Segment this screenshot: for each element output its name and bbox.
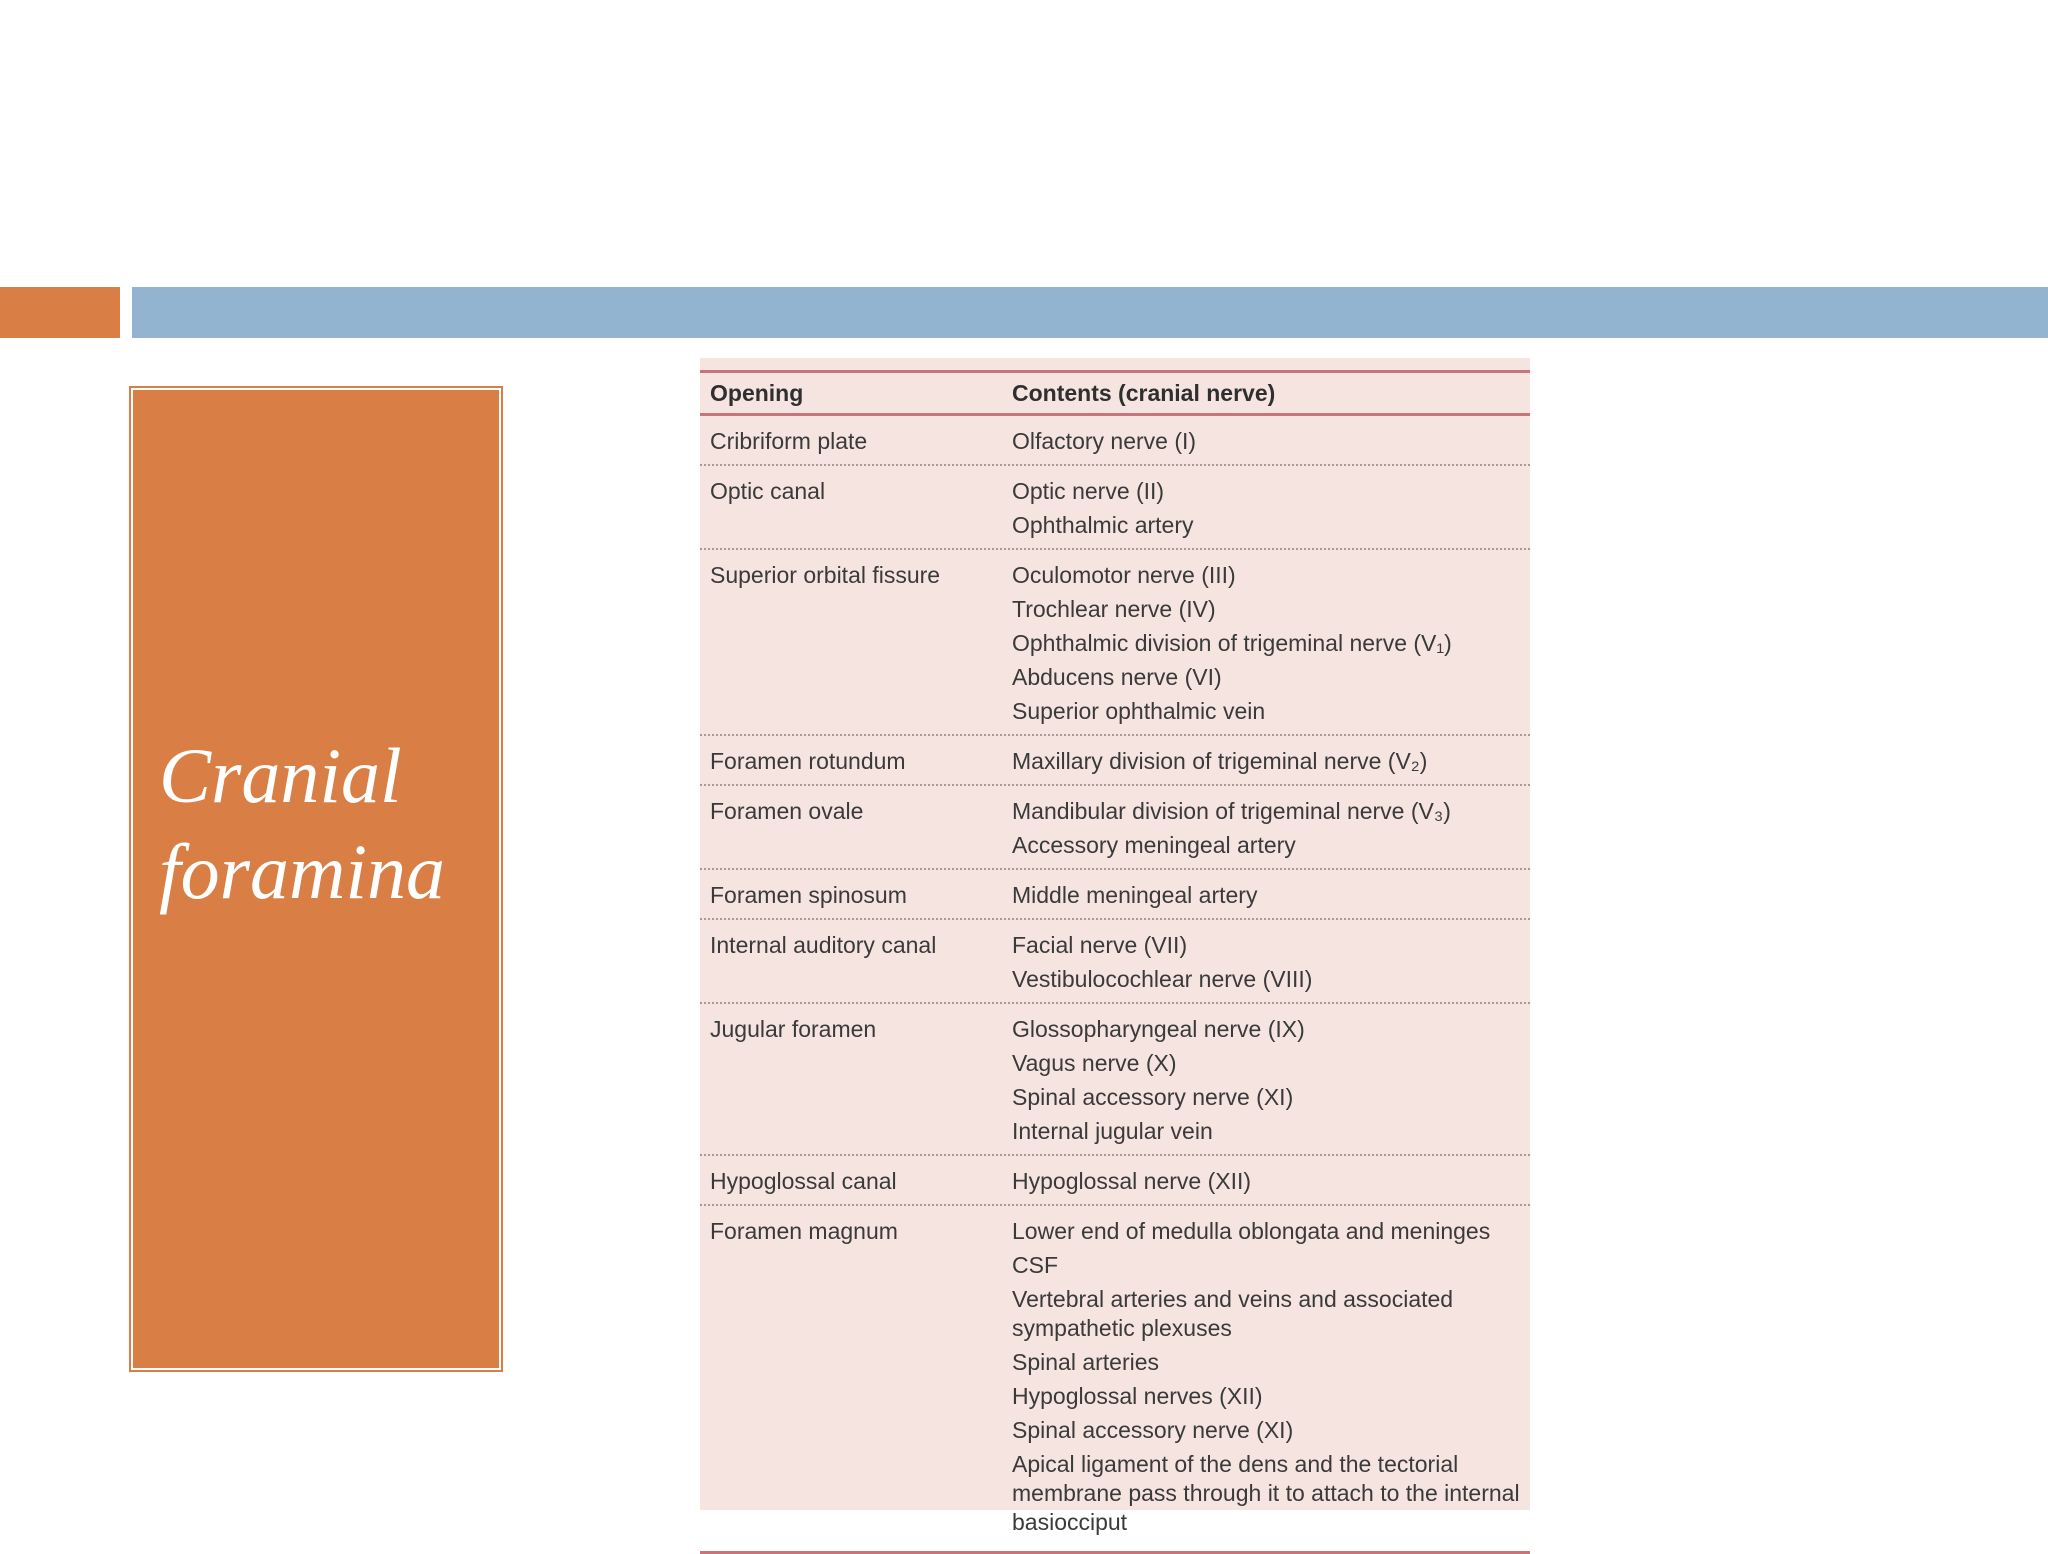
content-item: Ophthalmic division of trigeminal nerve (V₁) — [1012, 630, 1452, 656]
title-panel — [131, 388, 501, 1370]
contents-cell — [1012, 474, 1520, 542]
content-item: Ophthalmic artery — [1012, 512, 1194, 538]
header-opening: Opening — [710, 379, 804, 406]
opening-cell: Hypoglossal canal — [710, 1168, 897, 1194]
content-item: Abducens nerve (VI) — [1012, 664, 1222, 690]
table-row — [700, 736, 1530, 786]
opening-cell: Foramen ovale — [710, 798, 864, 824]
contents-cell — [1012, 878, 1520, 912]
content-item: Hypoglossal nerves (XII) — [1012, 1383, 1263, 1409]
table-row — [700, 786, 1530, 870]
table-body — [700, 416, 1530, 1545]
content-item: Olfactory nerve (I) — [1012, 428, 1197, 454]
contents-cell — [1012, 558, 1520, 728]
content-item: Vagus nerve (X) — [1012, 1050, 1177, 1076]
contents-cell — [1012, 1214, 1520, 1539]
content-item: Spinal accessory nerve (XI) — [1012, 1417, 1294, 1443]
table-row — [700, 466, 1530, 550]
content-item: Facial nerve (VII) — [1012, 932, 1188, 958]
table-row — [700, 416, 1530, 466]
content-item: Spinal arteries — [1012, 1349, 1160, 1375]
foramina-table — [700, 358, 1530, 1535]
contents-cell — [1012, 744, 1520, 778]
opening-cell: Optic canal — [710, 478, 826, 504]
content-item: CSF — [1012, 1252, 1058, 1278]
table-row — [700, 920, 1530, 1004]
content-item: Optic nerve (II) — [1012, 478, 1165, 504]
content-item: Vertebral arteries and veins and associated sympathetic plexuses — [1012, 1286, 1454, 1341]
table-row — [700, 550, 1530, 736]
opening-cell: Foramen rotundum — [710, 748, 906, 774]
header-contents: Contents (cranial nerve) — [1012, 379, 1276, 406]
opening-cell: Jugular foramen — [710, 1016, 877, 1042]
content-item: Glossopharyngeal nerve (IX) — [1012, 1016, 1305, 1042]
opening-cell: Foramen spinosum — [710, 882, 907, 908]
content-item: Internal jugular vein — [1012, 1118, 1213, 1144]
slide-title-line-1: Cranial — [159, 732, 402, 819]
content-item: Trochlear nerve (IV) — [1012, 596, 1216, 622]
table-row — [700, 1206, 1530, 1545]
table-row — [700, 870, 1530, 920]
contents-cell — [1012, 1164, 1520, 1198]
contents-cell — [1012, 794, 1520, 862]
opening-cell: Internal auditory canal — [710, 932, 937, 958]
opening-cell: Superior orbital fissure — [710, 562, 941, 588]
content-item: Vestibulocochlear nerve (VIII) — [1012, 966, 1313, 992]
content-item: Accessory meningeal artery — [1012, 832, 1296, 858]
content-item: Hypoglossal nerve (XII) — [1012, 1168, 1252, 1194]
contents-cell — [1012, 1012, 1520, 1148]
table-row — [700, 1156, 1530, 1206]
accent-bar-orange — [0, 287, 120, 338]
opening-cell: Cribriform plate — [710, 428, 868, 454]
contents-cell — [1012, 928, 1520, 996]
contents-cell — [1012, 424, 1520, 458]
content-item: Apical ligament of the dens and the tectorial membrane pass through it to attach to the internal basiocciput — [1012, 1451, 1520, 1535]
accent-bar-blue — [132, 287, 2048, 338]
table-row — [700, 1004, 1530, 1156]
content-item: Maxillary division of trigeminal nerve (V₂) — [1012, 748, 1428, 774]
content-item: Oculomotor nerve (III) — [1012, 562, 1236, 588]
content-item: Spinal accessory nerve (XI) — [1012, 1084, 1294, 1110]
content-item: Superior ophthalmic vein — [1012, 698, 1266, 724]
slide-title — [159, 728, 445, 920]
table-header-row — [700, 373, 1530, 416]
content-item: Middle meningeal artery — [1012, 882, 1258, 908]
content-item: Mandibular division of trigeminal nerve (V₃) — [1012, 798, 1451, 824]
content-item: Lower end of medulla oblongata and meninges — [1012, 1218, 1491, 1244]
opening-cell: Foramen magnum — [710, 1218, 898, 1244]
slide-title-line-2: foramina — [159, 828, 446, 915]
